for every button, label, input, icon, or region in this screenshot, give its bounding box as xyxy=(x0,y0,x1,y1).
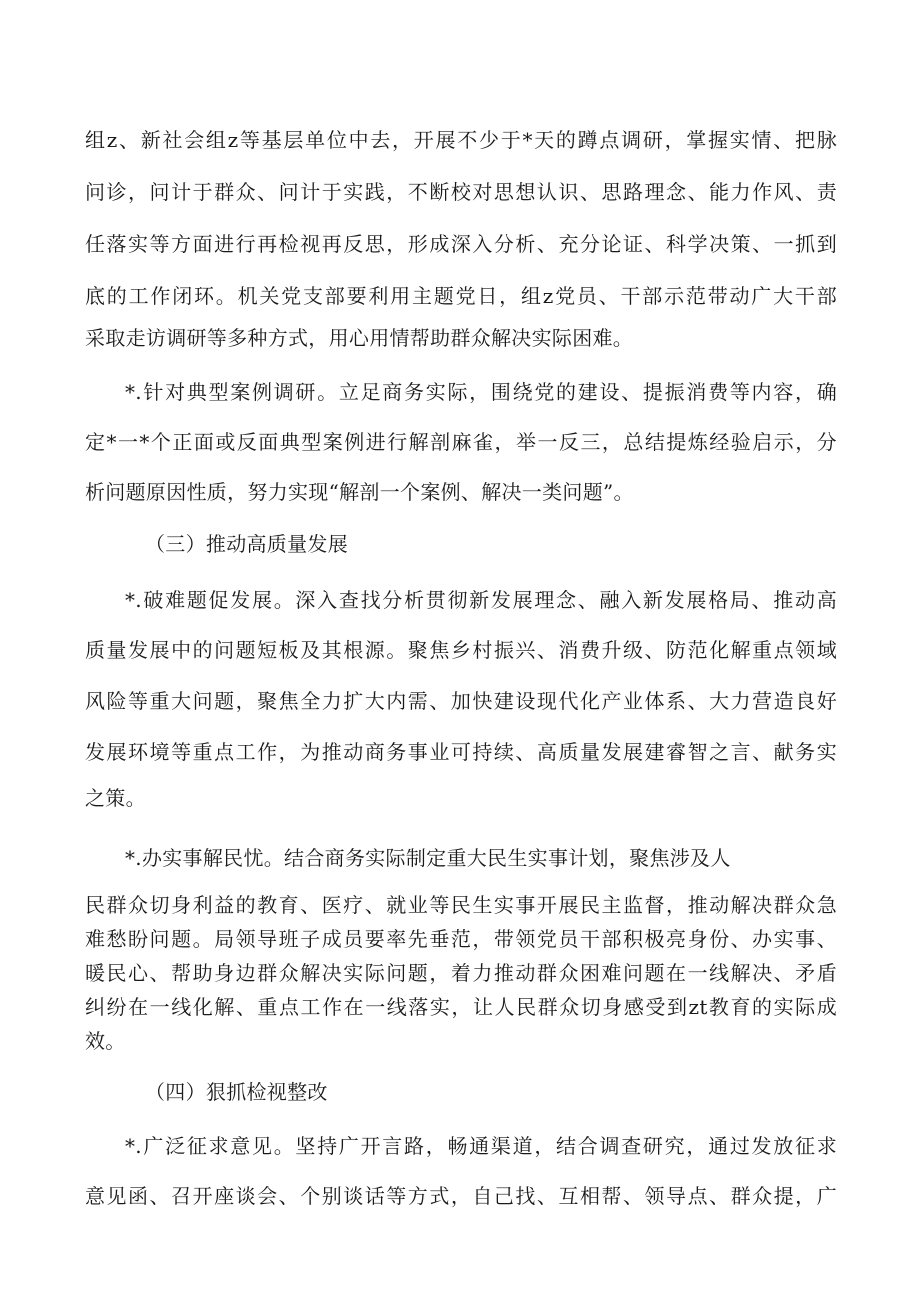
paragraph-line: 民群众切身利益的教育、医疗、就业等民生实事开展民主监督，推动解决群众急 xyxy=(85,893,837,917)
paragraph-line: 风险等重大问题，聚焦全力扩大内需、加快建设现代化产业体系、大力营造良好 xyxy=(85,689,837,713)
paragraph-line: 发展环境等重点工作，为推动商务事业可持续、高质量发展建睿智之言、献务实 xyxy=(85,740,837,764)
paragraph-line: *.破难题促发展。深入查找分析贯彻新发展理念、融入新发展格局、推动高 xyxy=(125,588,837,612)
paragraph-line: *.针对典型案例调研。立足商务实际，围绕党的建设、提振消费等内容，确 xyxy=(125,380,837,404)
paragraph-line: 难愁盼问题。局领导班子成员要率先垂范，带领党员干部积极亮身份、办实事、 xyxy=(85,927,837,951)
paragraph-line: *.办实事解民忧。结合商务实际制定重大民生实事计划，聚焦涉及人 xyxy=(125,846,731,870)
paragraph-line: 任落实等方面进行再检视再反思，形成深入分析、充分论证、科学决策、一抓到 xyxy=(85,232,837,256)
paragraph-line: *.广泛征求意见。坚持广开言路，畅通渠道，结合调查研究，通过发放征求 xyxy=(125,1134,837,1158)
paragraph-line: 质量发展中的问题短板及其根源。聚焦乡村振兴、消费升级、防范化解重点领域 xyxy=(85,638,837,662)
paragraph-line: 问诊，问计于群众、问计于实践，不断校对思想认识、思路理念、能力作风、责 xyxy=(85,180,837,204)
paragraph-line: 析问题原因性质，努力实现“解剖一个案例、解决一类问题”。 xyxy=(85,480,634,504)
paragraph-line: 纠纷在一线化解、重点工作在一线落实，让人民群众切身感受到zt教育的实际成 xyxy=(85,995,837,1019)
paragraph-line: 暖民心、帮助身边群众解决实际问题，着力推动群众困难问题在一线解决、矛盾 xyxy=(85,961,837,985)
section-heading: （三）推动高质量发展 xyxy=(145,532,348,556)
paragraph-line: 组z、新社会组z等基层单位中去，开展不少于*天的蹲点调研，掌握实情、把脉 xyxy=(85,128,837,152)
paragraph-line: 采取走访调研等多种方式，用心用情帮助群众解决实际困难。 xyxy=(85,326,634,350)
paragraph-line: 定*一*个正面或反面典型案例进行解剖麻雀，举一反三，总结提炼经验启示，分 xyxy=(85,430,837,454)
section-heading: （四）狠抓检视整改 xyxy=(145,1080,328,1104)
paragraph-line: 底的工作闭环。机关党支部要利用主题党日，组z党员、干部示范带动广大干部 xyxy=(85,284,837,308)
paragraph-line: 之策。 xyxy=(85,786,146,810)
paragraph-line: 意见函、召开座谈会、个别谈话等方式，自己找、互相帮、领导点、群众提，广 xyxy=(85,1184,837,1208)
paragraph-line: 效。 xyxy=(85,1029,126,1053)
